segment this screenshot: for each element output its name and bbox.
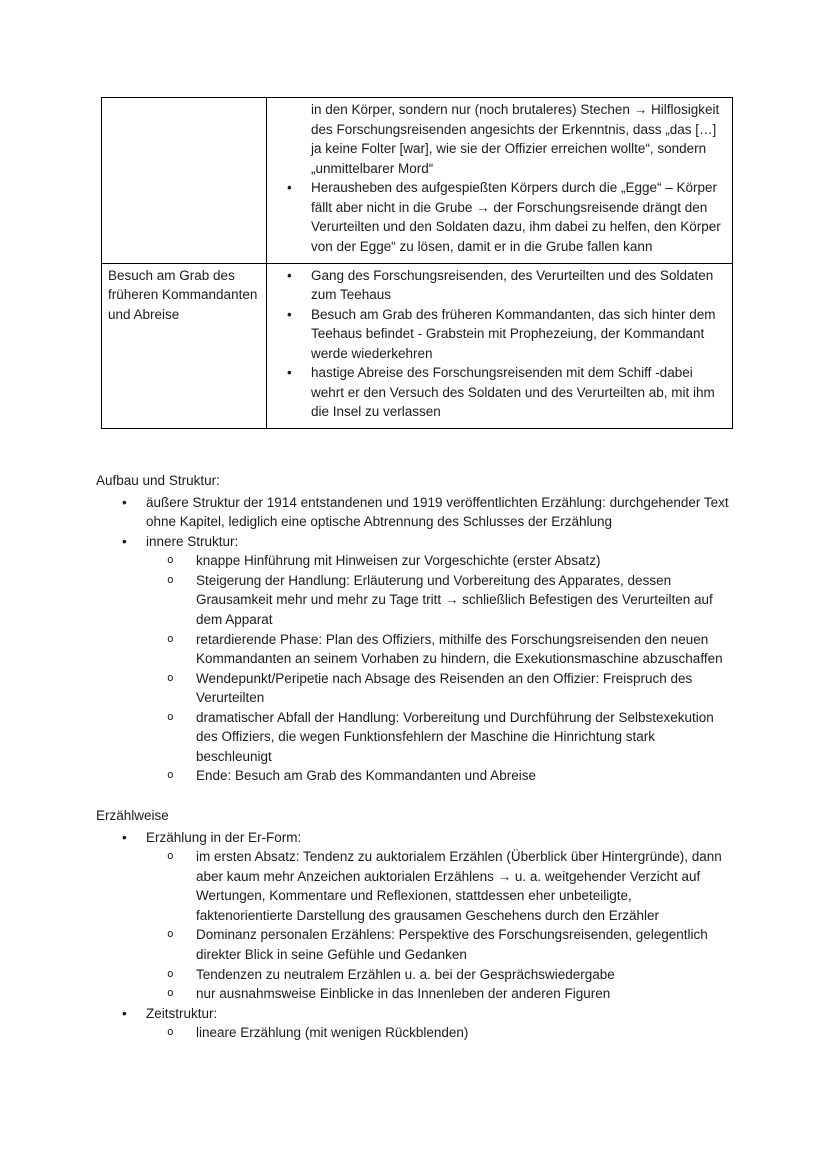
list-item-text: Erzählung in der Er-Form: [146,829,302,845]
table-row [102,98,733,264]
cell-bullet-item: • Besuch am Grab des früheren Kommandanten, das sich hinter dem Teehaus befindet - Grabstein mit Prophezeiung, der Kommandant werde wiederkehren [273,305,726,364]
sub-list-item: o dramatischer Abfall der Handlung: Vorbereitung und Durchführung der Selbstexekution des Offiziers, die wegen Funktionsfehlern der Maschine die Hinrichtung stark beschleunigt [146,708,732,767]
sub-list [146,847,732,1004]
cell-bullet-item: • Herausheben des aufgespießten Körpers durch die „Egge“ – Körper fällt aber nicht in die Grube → der Forschungsreisende drängt den Verurteilten und den Soldaten dazu, ihm dabei zu helfen, den Körper von der Egge“ zu lösen, damit er in die Grube fallen kann [273,178,726,256]
sub-list-item: o im ersten Absatz: Tendenz zu auktorialem Erzählen (Überblick über Hintergründe), dann aber kaum mehr Anzeichen auktorialen Erzählens → u. a. weitgehender Verzicht auf Wertungen, Kommentare und Reflexionen, stattdessen eher unbeteiligte, faktenorientierte Darstellung des grausamen Geschehens durch den Erzähler [146,847,732,925]
continuation-text: in den Körper, sondern nur (noch brutaleres) Stechen → Hilflosigkeit des Forschungsreisenden angesichts der Erkenntnis, dass „das […] ja keine Folter [war], wie sie der Offizier erreichen wollte“, sondern „unmittelbarer Mord“ [311,102,720,176]
list-item-text: Zeitstruktur: [146,1005,218,1021]
table-row [102,263,733,429]
section-erzaehlweise [96,806,732,1043]
sub-list-item: o knappe Hinführung mit Hinweisen zur Vorgeschichte (erster Absatz) [146,551,732,571]
section-heading: Aufbau und Struktur: [96,473,220,488]
bullet-list [96,493,732,786]
table-cell-label: Besuch am Grab des früheren Kommandanten und Abreise [102,263,267,429]
sub-list-item: o nur ausnahmsweise Einblicke in das Innenleben der anderen Figuren [146,984,732,1004]
cell-bullet-item: • hastige Abreise des Forschungsreisenden mit dem Schiff -dabei wehrt er den Versuch des Soldaten und des Verurteilten ab, mit ihm die Insel zu verlassen [273,363,726,422]
section-heading: Erzählweise [96,808,169,823]
sub-list-item: o Tendenzen zu neutralem Erzählen u. a. bei der Gesprächswiedergabe [146,965,732,985]
section-aufbau-und-struktur [96,471,732,786]
list-item: • äußere Struktur der 1914 entstandenen und 1919 veröffentlichten Erzählung: durchgehender Text ohne Kapitel, lediglich eine optische Abtrennung des Schlusses der Erzählung [96,493,732,532]
cell-bullet-list [273,266,726,423]
sub-list-item: o Dominanz personalen Erzählens: Perspektive des Forschungsreisenden, gelegentlich direkter Blick in seine Gefühle und Gedanken [146,925,732,964]
list-item-text: innere Struktur: [146,533,239,549]
sub-list-item: o lineare Erzählung (mit wenigen Rückblenden) [146,1023,732,1043]
sub-list-item: o Wendepunkt/Peripetie nach Absage des Reisenden an den Offizier: Freispruch des Verurteilten [146,669,732,708]
cell-bullet-item: • Gang des Forschungsreisenden, des Verurteilten und des Soldaten zum Teehaus [273,266,726,305]
content-table [101,97,733,429]
table-cell-content [267,263,733,429]
sub-list-item: o Ende: Besuch am Grab des Kommandanten und Abreise [146,766,732,786]
bullet-list [96,828,732,1043]
list-item [96,1004,732,1043]
list-item [96,828,732,1004]
list-item [96,532,732,786]
table-cell-label [102,98,267,264]
table-cell-content [267,98,733,264]
sub-list-item: o retardierende Phase: Plan des Offiziers, mithilfe des Forschungsreisenden den neuen Kommandanten an seinem Vorhaben zu hindern, die Exekutionsmaschine abzuschaffen [146,630,732,669]
sub-list [146,1023,732,1043]
sub-list [146,551,732,786]
cell-bullet-list [273,178,726,256]
sub-list-item: o Steigerung der Handlung: Erläuterung und Vorbereitung des Apparates, dessen Grausamkeit mehr und mehr zu Tage tritt → schließlich Befestigen des Verurteilten auf dem Apparat [146,571,732,630]
